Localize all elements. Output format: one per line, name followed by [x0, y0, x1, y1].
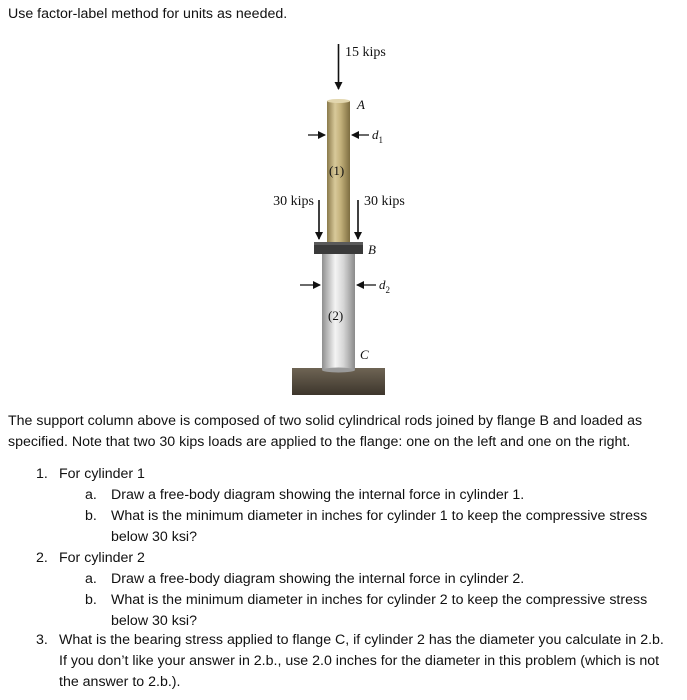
q2-number: 2.	[36, 550, 48, 566]
point-b-label: B	[368, 242, 376, 257]
q3-line1: What is the bearing stress applied to flange C, if cylinder 2 has the diameter you calculate in 2.b.	[59, 632, 664, 648]
column-figure	[270, 38, 410, 400]
problem-paragraph: The support column above is composed of two solid cylindrical rods joined by flange B and loaded as specified. Note that two 30 kips loads are applied to the flange: one on the left and one on the right.	[8, 413, 643, 450]
q1-number: 1.	[36, 466, 48, 482]
q1b-line1: What is the minimum diameter in inches for cylinder 1 to keep the compressive stress	[111, 508, 648, 524]
q1a-text: Draw a free-body diagram showing the internal force in cylinder 1.	[111, 487, 525, 503]
q2b-number: b.	[85, 592, 97, 608]
point-c-label: C	[360, 347, 369, 362]
flange-top-highlight	[314, 242, 363, 245]
right-load-label: 30 kips	[364, 194, 405, 209]
q3-line3: the answer to 2.b.).	[59, 674, 181, 690]
column-diagram	[270, 38, 410, 400]
q1a-number: a.	[85, 487, 97, 503]
q2-text: For cylinder 2	[59, 550, 145, 566]
rod-1-top	[327, 99, 350, 103]
d2-label: $d_2$	[379, 277, 390, 295]
q1b-number: b.	[85, 508, 97, 524]
q2b-line1: What is the minimum diameter in inches for cylinder 2 to keep the compressive stress	[111, 592, 648, 608]
q3-number: 3.	[36, 632, 48, 648]
point-a-label: A	[357, 97, 365, 112]
q2a-text: Draw a free-body diagram showing the internal force in cylinder 2.	[111, 571, 525, 587]
q2a-number: a.	[85, 571, 97, 587]
rod-2-label: (2)	[328, 308, 344, 323]
rod-1-label: (1)	[329, 163, 345, 178]
q2b-line2: below 30 ksi?	[111, 613, 197, 629]
top-load-label: 15 kips	[345, 45, 386, 60]
q1b-line2: below 30 ksi?	[111, 529, 197, 545]
rod-2-bottom	[322, 368, 355, 373]
q3-line2: If you don’t like your answer in 2.b., use 2.0 inches for the diameter in this problem (which is not	[59, 653, 660, 669]
d1-label: $d_1$	[372, 127, 383, 145]
q1-text: For cylinder 1	[59, 466, 145, 482]
left-load-label: 30 kips	[273, 194, 314, 209]
intro-text: Use factor-label method for units as needed.	[8, 6, 288, 22]
